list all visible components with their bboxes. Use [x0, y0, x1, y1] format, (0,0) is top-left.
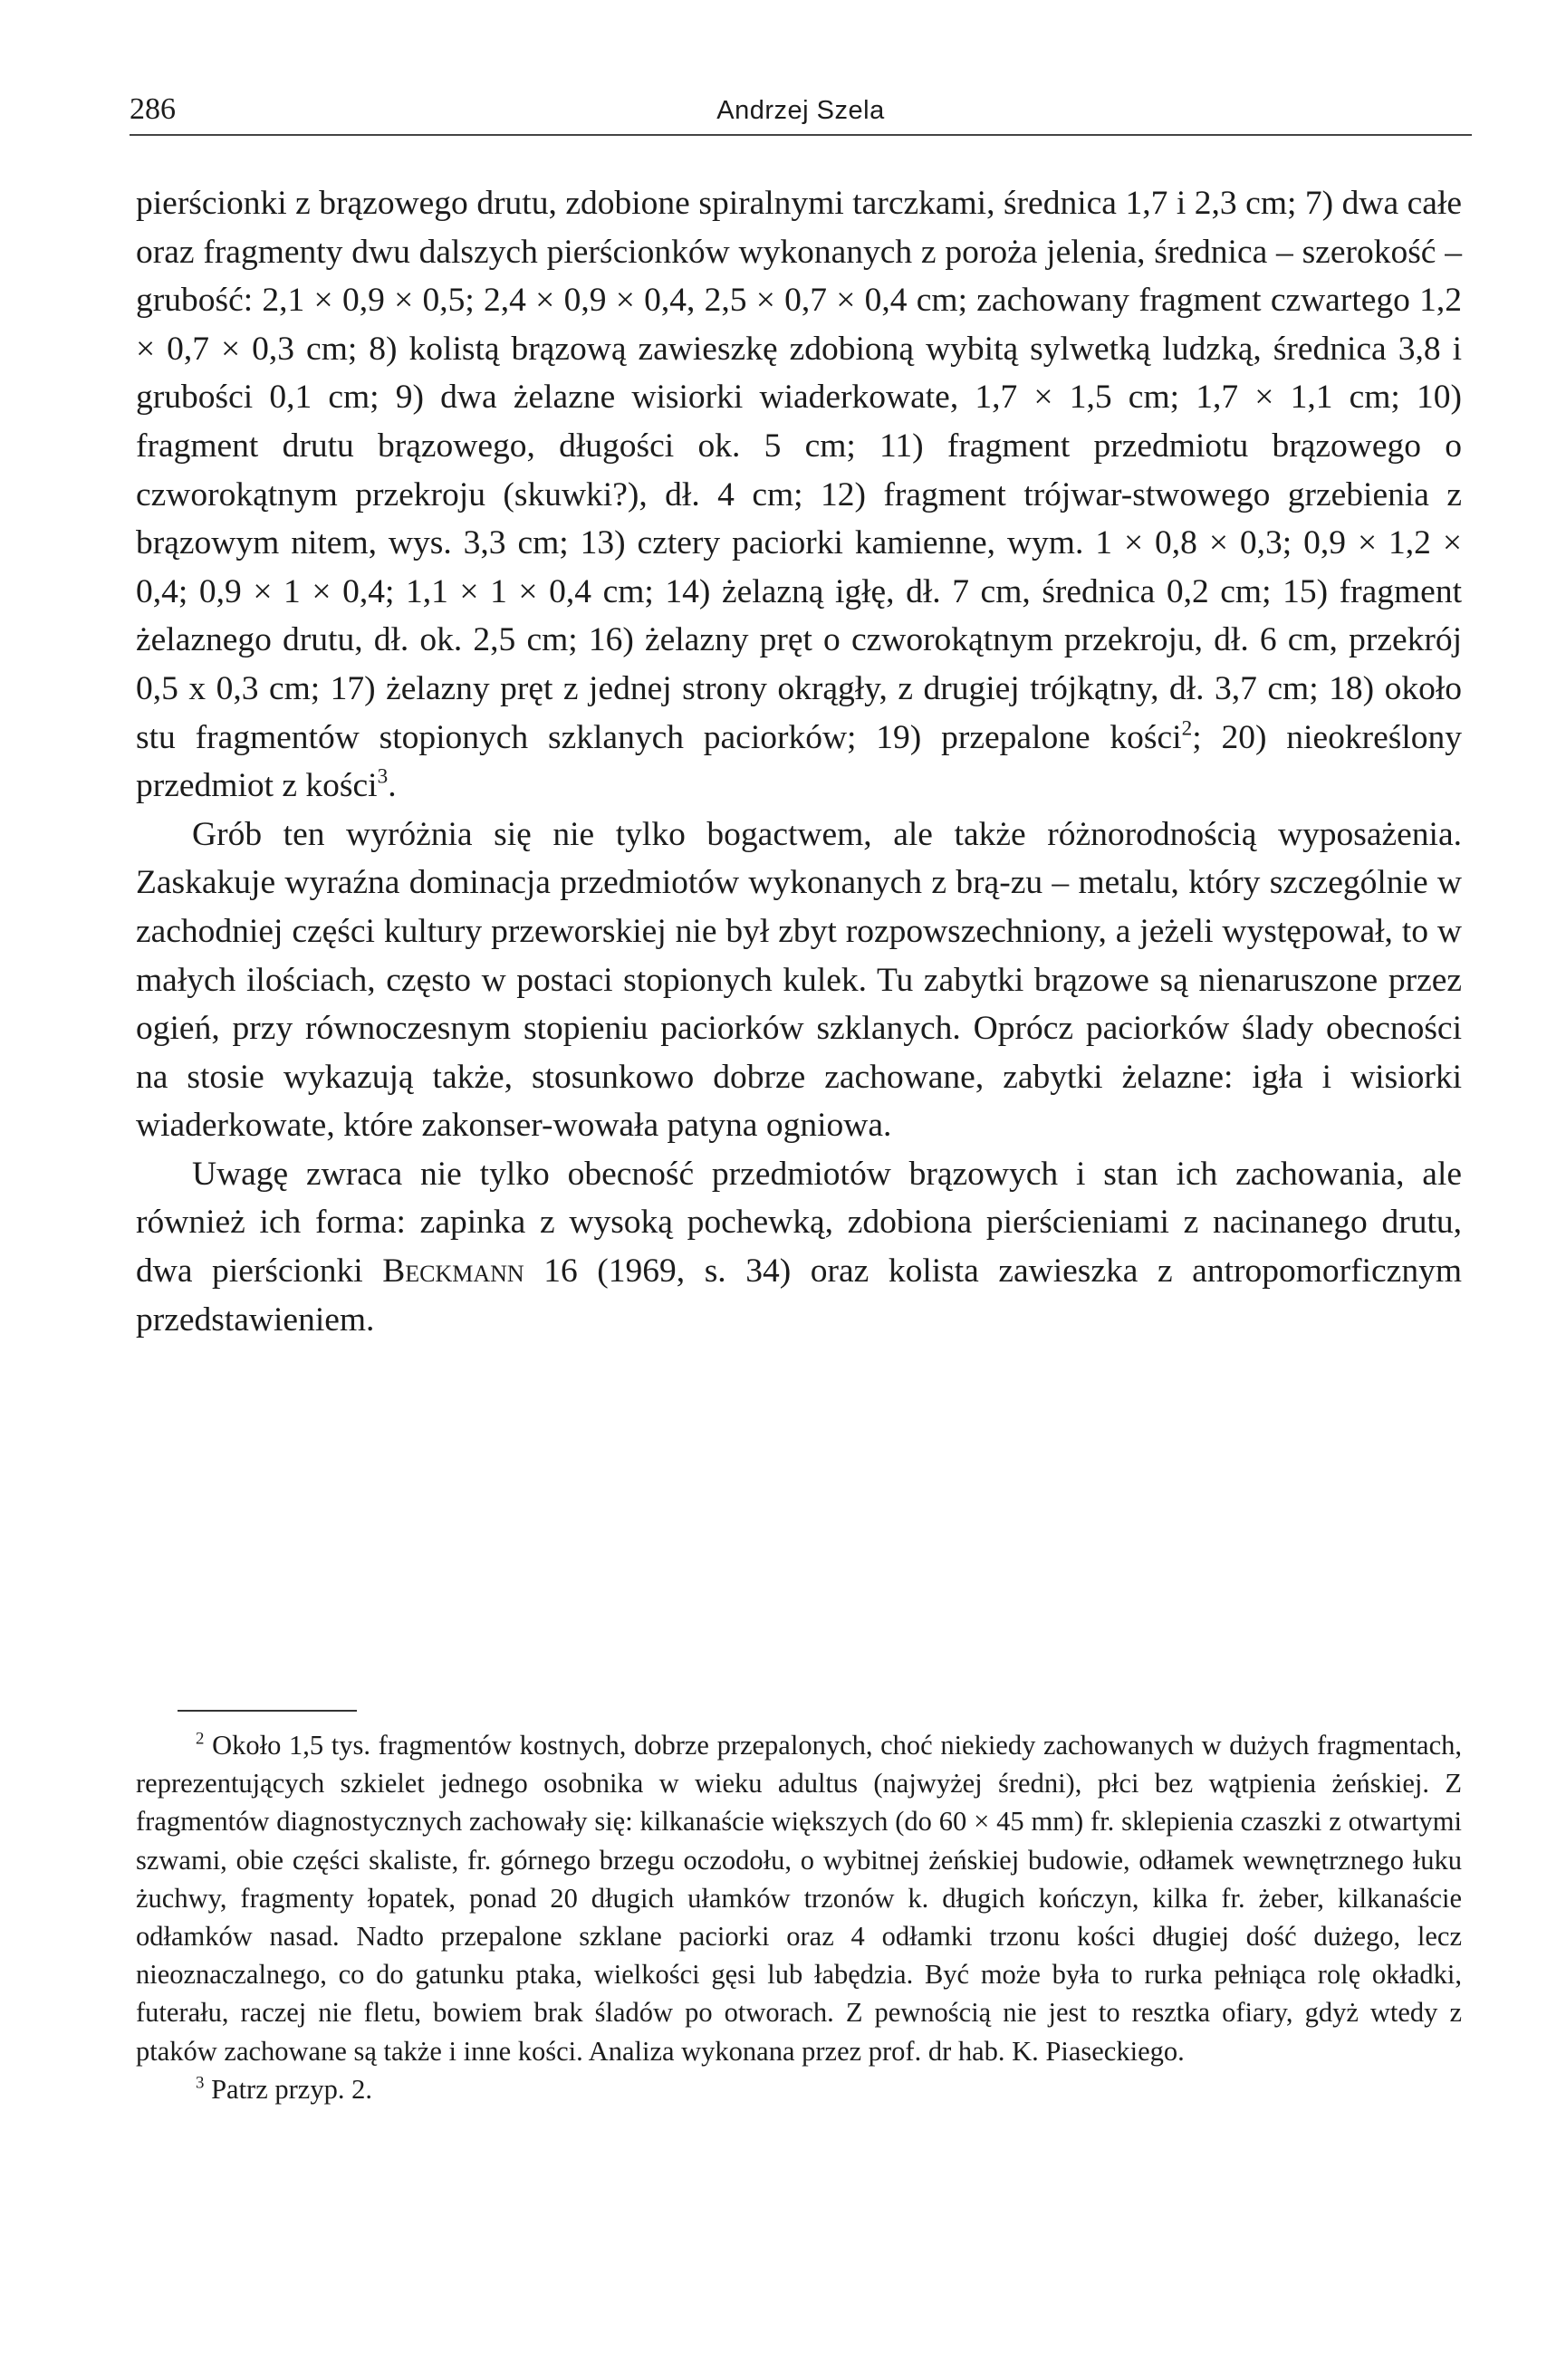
text-line: w dużych fragmentach, reprezentujących szkielet jednego osobnika w wieku adultus (najwyżej — [136, 1730, 1462, 1799]
footnote-ref-2[interactable]: 2 — [1181, 716, 1193, 741]
paragraph-grave-inventory — [136, 179, 1462, 811]
text-line: przez ogień, przy równoczesnym stopieniu paciorków szklanych. Oprócz — [136, 961, 1462, 1048]
body-text — [136, 179, 1462, 1344]
footnote-2 — [136, 1726, 1462, 2070]
footnote-3 — [136, 2070, 1462, 2108]
text-line: o czworokątnym przekroju (skuwki?), dł. 4 cm; 12) fragment trójwar- — [136, 427, 1463, 513]
text-line: Patrz przyp. 2. — [204, 2073, 372, 2105]
text-line: Około 1,5 tys. fragmentów kostnych, dobrze przepalonych, choć niekiedy zachowanych — [204, 1730, 1194, 1761]
author-citation: Beckmann — [382, 1252, 524, 1291]
footnote-ref-3[interactable]: 3 — [377, 764, 389, 789]
text-line: wisiorki wiaderkowate, 1,7 × 1,5 cm; 1,7 × 1,1 cm; 10) fragment drutu — [136, 379, 1463, 465]
text-line: wyposażenia. Zaskakuje wyraźna dominacja przedmiotów wykonanych z brą- — [136, 815, 1462, 902]
text-line: s. 34) oraz kolista zawieszka z antropomorficznym przedstawieniem. — [136, 1252, 1462, 1339]
text-line: często w postaci stopionych kulek. Tu zabytki brązowe są nienaruszone — [386, 961, 1379, 999]
text-line: fragmenty łopatek, ponad 20 długich ułamków trzonów k. długich kończyn, kilka fr. żeber, — [240, 1882, 1324, 1914]
text-line: pierścionki z brązowego drutu, zdobione spiralnymi tarczkami, średnica — [136, 185, 1117, 222]
text-line: ; 20) nieokreślony — [1192, 718, 1462, 756]
text-line: czwartego 1,2 × 0,7 × 0,3 cm; 8) kolistą brązową zawieszkę zdobioną — [136, 282, 1463, 368]
text-line: brązowego, długości ok. 5 cm; 11) fragment przedmiotu brązowego — [378, 427, 1422, 465]
text-line: Być może była to rurka pełniąca rolę okładki, futerału, raczej nie fletu, bowiem brak śladów — [136, 1959, 1463, 2029]
text-line: paciorków ślady obecności na stosie wykazują także, stosunkowo dobrze — [136, 1010, 1462, 1096]
text-line: i inne kości. Analiza wykonana przez prof. dr hab. K. Piaseckiego. — [448, 2035, 1185, 2067]
text-line: Uwagę zwraca nie tylko obecność przedmiotów brązowych i stan ich — [192, 1155, 1218, 1193]
text-line: drutu, dł. ok. 2,5 cm; 16) żelazny pręt o czworokątnym przekroju, — [283, 621, 1203, 659]
text-line: stwowego grzebienia z brązowym nitem, wys. 3,3 cm; 13) cztery paciorki — [136, 475, 1462, 562]
text-line: 14) żelazną igłę, dł. 7 cm, średnica 0,2 cm; 15) fragment żelaznego — [136, 572, 1462, 659]
page-number: 286 — [130, 92, 176, 126]
text-line: przedmiot z kości — [136, 767, 378, 805]
text-line: długiej dość dużego, lecz nieoznaczalnego, co do gatunku ptaka, wielkości gęsi lub łabędzia. — [136, 1921, 1463, 1991]
footnote-marker: 2 — [196, 1729, 205, 1749]
text-line: dł. 6 cm, przekrój 0,5 x 0,3 cm; 17) żelazny pręt z jednej strony — [136, 621, 1463, 707]
text-line: górnego brzegu oczodołu, o wybitnej żeńskiej budowie, odłamek wewnętrznego łuku żuchwy, — [136, 1844, 1463, 1914]
footnote-divider — [178, 1710, 357, 1712]
text-line: stopionych szklanych paciorków; 19) przepalone kości — [379, 718, 1182, 756]
text-line: wykonanych z poroża jelenia, średnica – szerokość – grubość: — [136, 233, 1463, 320]
text-line: kilkanaście odłamków nasad. Nadto przepalone szklane paciorki oraz 4 odłamki trzonu kości — [136, 1882, 1463, 1953]
text-line: po otworach. Z pewnością nie jest to resztka ofiary, gdyż wtedy z ptaków zachowane są także — [136, 1997, 1463, 2067]
text-line: zachowane, zabytki żelazne: igła i wisiorki wiaderkowate, które zakonser- — [136, 1058, 1463, 1145]
text-line: pierścieniami z nacinanego drutu, dwa pierścionki — [136, 1204, 1462, 1291]
footnotes — [136, 1726, 1462, 2108]
text-line: zu – metalu, który szczególnie w zachodniej części kultury przeworskiej nie — [136, 864, 1462, 950]
page-header — [130, 89, 1472, 136]
text-line: . — [388, 767, 397, 805]
paragraph-bronze-forms — [136, 1150, 1462, 1344]
text-line: wybitą sylwetką ludzką, średnica 3,8 i grubości 0,1 cm; 9) dwa żelazne — [136, 330, 1462, 417]
text-line: 2,1 × 0,9 × 0,5; 2,4 × 0,9 × 0,4, 2,5 × 0,7 × 0,4 cm; zachowany fragment — [262, 282, 1262, 320]
text-line: Grób ten wyróżnia się nie tylko bogactwem, ale także różnorodnością — [192, 815, 1257, 853]
text-line: był zbyt rozpowszechniony, a jeżeli występował, to w małych ilościach, — [136, 912, 1462, 999]
footnote-marker: 3 — [196, 2073, 205, 2093]
text-line: wowała patyna ogniowa. — [552, 1107, 892, 1145]
text-line: 16 (1969, — [524, 1252, 686, 1291]
running-head-author: Andrzej Szela — [716, 96, 885, 125]
paragraph-grave-richness — [136, 811, 1462, 1150]
text-line: zachowania, ale również ich forma: zapinka z wysoką pochewką, zdobiona — [136, 1155, 1463, 1242]
text-line: okrągły, z drugiej trójkątny, dł. 3,7 cm; 18) około stu fragmentów — [136, 669, 1462, 756]
text-line: średni), płci bez wątpienia żeńskiej. Z fragmentów diagnostycznych zachowały się: kilkanaście — [136, 1768, 1463, 1838]
text-line: kamienne, wym. 1 × 0,8 × 0,3; 0,9 × 1,2 × 0,4; 0,9 × 1 × 0,4; 1,1 × 1 × 0,4 cm; — [136, 524, 1462, 610]
text-line: większych (do 60 × 45 mm) fr. sklepienia czaszki z otwartymi szwami, obie części skaliste, fr. — [136, 1806, 1463, 1876]
text-line: 1,7 i 2,3 cm; 7) dwa całe oraz fragmenty dwu dalszych pierścionków — [136, 185, 1463, 271]
